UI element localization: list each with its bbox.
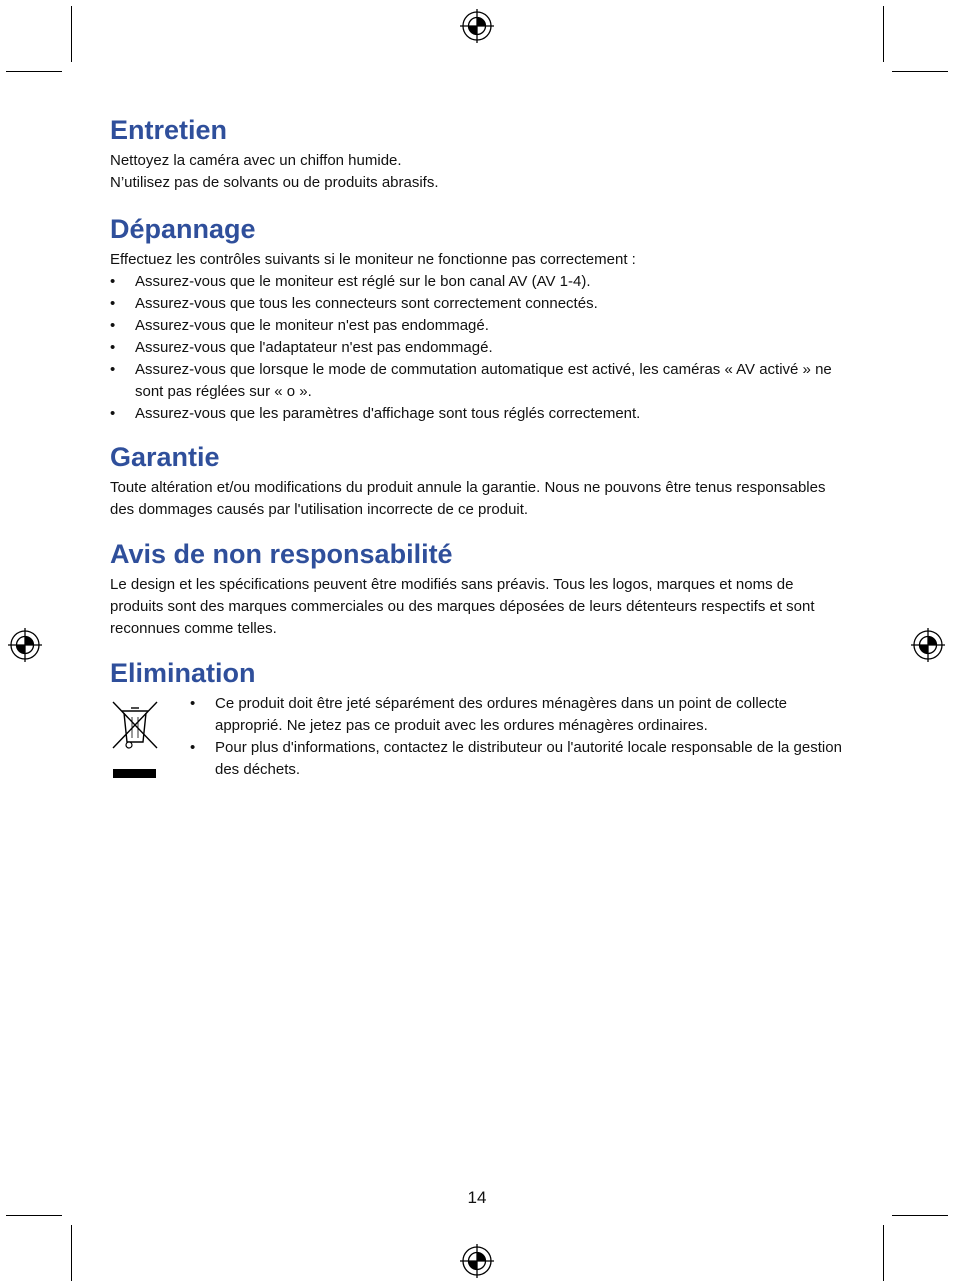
heading-depannage: Dépannage (110, 214, 256, 244)
bullet: • (110, 361, 116, 378)
list-item-text: Pour plus d'informations, contactez le distributeur ou l'autorité locale responsable de la gestion des déchets. (215, 739, 842, 778)
crop-mark (6, 1215, 62, 1216)
list-item-text: Assurez-vous que les paramètres d'affichage sont tous réglés correctement. (135, 405, 641, 422)
crossed-out-wheelie-bin-icon (110, 699, 160, 761)
bullet: • (110, 273, 116, 290)
section-depannage (110, 211, 850, 425)
list-item-text: Assurez-vous que l'adaptateur n'est pas endommagé. (135, 339, 493, 356)
list-item-text: Assurez-vous que le moniteur n'est pas endommagé. (135, 317, 489, 334)
bullet: • (110, 339, 116, 356)
list-item (190, 693, 850, 737)
entretien-line: Nettoyez la caméra avec un chiffon humide. (110, 152, 402, 169)
list-item (110, 337, 850, 359)
list-item-text: Assurez-vous que lorsque le mode de commutation automatique est activé, les caméras « AV activé » ne sont pas réglées sur « o ». (135, 361, 832, 400)
crop-mark (892, 1215, 948, 1216)
bullet: • (190, 739, 196, 756)
entretien-line: N’utilisez pas de solvants ou de produits abrasifs. (110, 174, 439, 191)
registration-mark-icon (8, 628, 42, 662)
list-item (110, 403, 850, 425)
bullet: • (190, 695, 196, 712)
list-item-text: Assurez-vous que le moniteur est réglé sur le bon canal AV (AV 1-4). (135, 273, 591, 290)
list-item (110, 271, 850, 293)
crop-mark (883, 6, 884, 62)
weee-symbol (110, 693, 190, 781)
section-avis (110, 536, 850, 640)
bullet: • (110, 317, 116, 334)
heading-elimination: Elimination (110, 658, 256, 688)
section-entretien (110, 112, 850, 194)
list-item-text: Ce produit doit être jeté séparément des ordures ménagères dans un point de collecte approprié. Ne jetez pas ce produit avec les ordures ménagères ordinaires. (215, 695, 788, 734)
avis-text: Le design et les spécifications peuvent être modifiés sans préavis. Tous les logos, marques et noms de produits sont des marques commerciales ou des marques déposées de leurs détenteurs respectifs et sont reconnues comme telles. (110, 576, 815, 637)
registration-mark-icon (460, 1244, 494, 1278)
page-content (110, 112, 850, 781)
depannage-list (110, 271, 850, 425)
page-number: 14 (467, 1188, 487, 1207)
list-item (190, 737, 850, 781)
crop-mark (6, 71, 62, 72)
section-garantie (110, 439, 850, 521)
crop-mark (71, 6, 72, 62)
crop-mark (892, 71, 948, 72)
bullet: • (110, 405, 116, 422)
weee-bar (113, 769, 156, 778)
heading-avis: Avis de non responsabilité (110, 539, 453, 569)
list-item-text: Assurez-vous que tous les connecteurs sont correctement connectés. (135, 295, 598, 312)
registration-mark-icon (911, 628, 945, 662)
elimination-list (190, 693, 850, 781)
heading-garantie: Garantie (110, 442, 220, 472)
heading-entretien: Entretien (110, 115, 228, 145)
bullet: • (110, 295, 116, 312)
crop-mark (883, 1225, 884, 1281)
crop-mark (71, 1225, 72, 1281)
registration-mark-icon (460, 9, 494, 43)
list-item (110, 359, 850, 403)
list-item (110, 315, 850, 337)
list-item (110, 293, 850, 315)
section-elimination (110, 655, 850, 781)
garantie-text: Toute altération et/ou modifications du produit annule la garantie. Nous ne pouvons être tenus responsables des dommages causés par l'utilisation incorrecte de ce produit. (110, 479, 826, 518)
depannage-intro: Effectuez les contrôles suivants si le moniteur ne fonctionne pas correctement : (110, 251, 636, 268)
